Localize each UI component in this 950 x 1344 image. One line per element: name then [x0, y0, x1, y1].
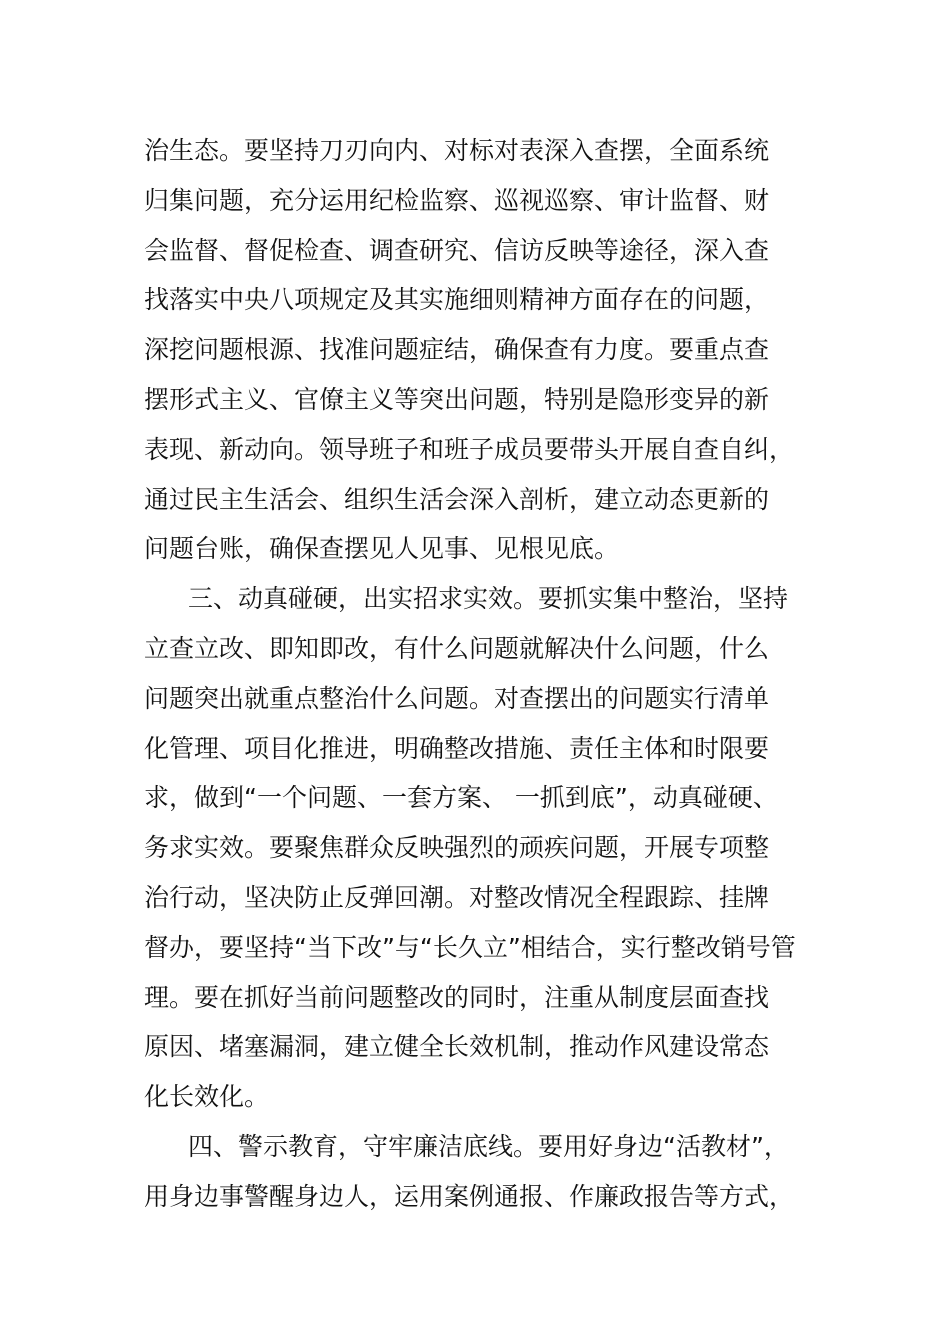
- text-line: 督办，要坚持“当下改”与“长久立”相结合，实行整改销号管: [144, 932, 796, 962]
- text-line: 立查立改、即知即改，有什么问题就解决什么问题，什么: [144, 633, 770, 663]
- text-line: 化长效化。: [144, 1082, 270, 1112]
- section-heading-4: 四、警示教育，守牢廉洁底线。要用好身边“活教材”，: [188, 1131, 789, 1161]
- text-line: 会监督、督促检查、调查研究、信访反映等途径，深入查: [144, 235, 770, 265]
- text-line: 问题突出就重点整治什么问题。对查摆出的问题实行清单: [144, 683, 770, 713]
- section-heading-3: 三、动真碰硬，出实招求实效。要抓实集中整治，坚持: [188, 584, 789, 614]
- text-line: 治行动，坚决防止反弹回潮。对整改情况全程跟踪、挂牌: [144, 882, 770, 912]
- text-line: 化管理、项目化推进，明确整改措施、责任主体和时限要: [144, 733, 770, 763]
- text-line: 问题台账，确保查摆见人见事、见根见底。: [144, 534, 620, 564]
- text-line: 找落实中央八项规定及其实施细则精神方面存在的问题，: [144, 285, 770, 315]
- text-line: 表现、新动向。领导班子和班子成员要带头开展自查自纠，: [144, 434, 795, 464]
- text-line: 求，做到“一个问题、一套方案、 一抓到底”，动真碰硬、: [144, 783, 778, 813]
- text-line: 深挖问题根源、找准问题症结，确保查有力度。要重点查: [144, 335, 770, 365]
- text-line: 原因、堵塞漏洞，建立健全长效机制，推动作风建设常态: [144, 1032, 770, 1062]
- text-line: 用身边事警醒身边人，运用案例通报、作廉政报告等方式，: [144, 1181, 795, 1211]
- text-line: 治生态。要坚持刀刃向内、对标对表深入查摆，全面系统: [144, 136, 770, 165]
- text-line: 务求实效。要聚焦群众反映强烈的顽疾问题，开展专项整: [144, 833, 770, 863]
- text-line: 通过民主生活会、组织生活会深入剖析，建立动态更新的: [144, 484, 770, 514]
- text-line: 归集问题，充分运用纪检监察、巡视巡察、审计监督、财: [144, 185, 770, 215]
- text-line: 摆形式主义、官僚主义等突出问题，特别是隐形变异的新: [144, 384, 770, 414]
- text-line: 理。要在抓好当前问题整改的同时，注重从制度层面查找: [144, 982, 770, 1012]
- body-text: [144, 126, 814, 1222]
